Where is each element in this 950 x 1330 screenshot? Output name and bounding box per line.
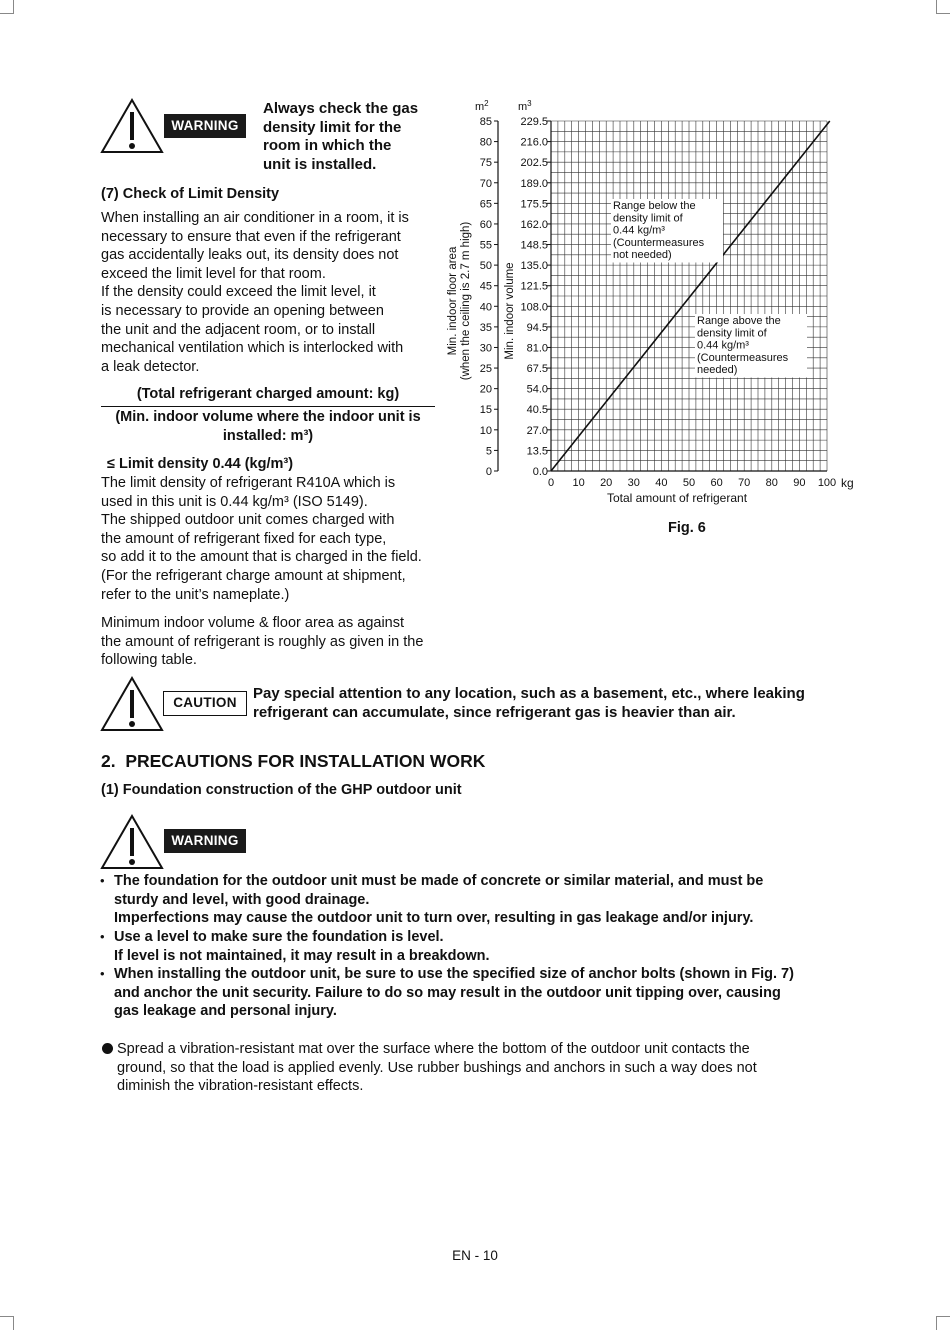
annotation-below-range-line: (Countermeasures <box>613 236 705 249</box>
warning-badge: WARNING <box>164 114 246 138</box>
intro-paragraph: When installing an air conditioner in a room, it is necessary to ensure that even if the refrigerant gas accidentally leaks out, its density does not exceed the limit level for that room. If the density could exceed the limit level, it is necessary to provide an opening between the unit and the adjacent room, or to install mechanical ventilation which is interlocked with a leak detector. <box>101 210 409 375</box>
annotation-above-range-line: Range above the <box>697 315 781 327</box>
x-tick-label: 0 <box>547 477 555 489</box>
y1-tick-label: 15 <box>479 404 492 417</box>
y1-tick-label: 10 <box>479 424 492 437</box>
y1-axis-title: Min. indoor floor area <box>447 246 459 356</box>
x-tick-label: 100 <box>817 477 837 489</box>
y1-tick-label: 60 <box>479 218 492 231</box>
section-2-subheading: (1) Foundation construction of the GHP outdoor unit <box>101 782 462 798</box>
bullet-icon: • <box>100 929 105 944</box>
y2-tick-label: 67.5 <box>526 363 548 376</box>
annotation-below-range-line: not needed) <box>613 249 672 262</box>
y1-tick-label: 70 <box>479 177 492 190</box>
figure-caption: Fig. 6 <box>668 520 706 536</box>
section-heading: (7) Check of Limit Density <box>101 186 280 202</box>
x-tick-label: 20 <box>600 477 613 489</box>
y1-axis-subtitle: (when the ceiling is 2.7 m high) <box>460 221 472 381</box>
y1-tick-label: 50 <box>479 260 492 273</box>
annotation-above-range-line: needed) <box>697 364 738 377</box>
x-tick-label: 30 <box>627 477 640 489</box>
x-tick-label: 40 <box>655 477 668 489</box>
crop-mark <box>936 1316 950 1330</box>
list-item: The foundation for the outdoor unit must be made of concrete or similar material, and must be sturdy and level, with good drainage. Imperfections may cause the outdoor unit to turn over, resulting in gas leakage and/or injury. <box>114 873 764 927</box>
y1-tick-label: 65 <box>479 198 492 211</box>
limit-paragraph: The limit density of refrigerant R410A which is used in this unit is 0.44 kg/m³ (ISO 5149). The shipped outdoor unit comes charged with the amount of refrigerant fixed for each type, so add it to the amount that is charged in the field. (For the refrigerant charge amount at shipment, refer to the unit’s nameplate.) <box>101 475 422 603</box>
warning-text: Always check the gas density limit for the room in which the unit is installed. <box>263 100 419 174</box>
y2-tick-label: 202.5 <box>520 157 548 170</box>
y1-tick-label: 55 <box>479 239 492 252</box>
y2-tick-label: 216.0 <box>520 136 548 149</box>
note-paragraph: Spread a vibration-resistant mat over the surface where the bottom of the outdoor unit contacts the ground, so that the load is applied evenly. Use rubber bushings and anchors in such a way does not diminish the vibration-resistant effects. <box>117 1041 757 1095</box>
y2-tick-label: 0.0 <box>532 466 548 478</box>
annotation-above-range-line: density limit of <box>697 327 767 340</box>
x-tick-label: 60 <box>710 477 723 489</box>
annotation-above-range-line: (Countermeasures <box>697 351 789 364</box>
annotation-below-range-line: Range below the <box>613 200 696 212</box>
y2-tick-label: 13.5 <box>526 445 548 458</box>
note-bullet-icon <box>102 1043 113 1054</box>
section-2-heading: 2. PRECAUTIONS FOR INSTALLATION WORK <box>101 751 486 771</box>
caution-triangle-icon <box>100 676 164 732</box>
y1-tick-label: 40 <box>479 301 492 314</box>
warning-triangle-icon <box>100 814 164 870</box>
y1-tick-label: 75 <box>479 157 492 170</box>
formula-divider <box>101 406 435 407</box>
list-item: Use a level to make sure the foundation is level. If level is not maintained, it may result in a breakdown. <box>114 929 490 964</box>
page-number: EN - 10 <box>452 1248 498 1263</box>
crop-mark <box>936 0 950 14</box>
table-paragraph: Minimum indoor volume & floor area as against the amount of refrigerant is roughly as given in the following table. <box>101 615 424 669</box>
y2-tick-label: 148.5 <box>520 239 548 252</box>
formula-denominator: (Min. indoor volume where the indoor unit is installed: m³) <box>115 409 421 444</box>
density-chart <box>440 96 860 516</box>
y1-tick-label: 5 <box>485 445 492 458</box>
y2-tick-label: 81.0 <box>526 342 548 355</box>
y2-tick-label: 54.0 <box>526 383 548 396</box>
y1-tick-label: 80 <box>479 136 492 149</box>
x-axis-title: Total amount of refrigerant <box>606 491 748 505</box>
bullet-icon: • <box>100 873 105 888</box>
formula-numerator: (Total refrigerant charged amount: kg) <box>136 386 400 402</box>
y2-tick-label: 27.0 <box>526 424 548 437</box>
formula-limit: ≤ Limit density 0.44 (kg/m³) <box>107 456 294 472</box>
x-tick-label: 80 <box>765 477 778 489</box>
y2-axis-title: Min. indoor volume <box>504 262 516 360</box>
crop-mark <box>0 0 14 14</box>
y2-tick-label: 94.5 <box>526 321 548 334</box>
y2-tick-label: 175.5 <box>520 198 548 211</box>
y1-tick-label: 20 <box>479 383 492 396</box>
warning-badge: WARNING <box>164 829 246 853</box>
y2-unit-label: $m^3$ <box>518 99 532 113</box>
x-tick-label: 50 <box>682 477 696 489</box>
list-item: When installing the outdoor unit, be sure to use the specified size of anchor bolts (shown in Fig. 7) and anchor the unit security. Failure to do so may result in the outdoor unit tipping over, causing gas leakage and personal injury. <box>114 966 794 1020</box>
y1-unit-label: $m^2$ <box>475 99 489 113</box>
x-tick-label: 10 <box>572 477 585 489</box>
y1-tick-label: 85 <box>479 116 492 128</box>
y2-tick-label: 162.0 <box>520 218 548 231</box>
y2-tick-label: 189.0 <box>520 177 548 190</box>
y1-tick-label: 25 <box>479 363 492 376</box>
caution-badge: CAUTION <box>163 691 247 716</box>
x-tick-label: 90 <box>793 477 806 489</box>
crop-mark <box>0 1316 14 1330</box>
y2-tick-label: 229.5 <box>520 116 548 128</box>
x-tick-label: 70 <box>738 477 751 489</box>
y2-tick-label: 135.0 <box>520 260 548 273</box>
annotation-below-range-line: 0.44 kg/m³ <box>613 224 665 237</box>
y1-tick-label: 45 <box>479 280 492 293</box>
caution-text: Pay special attention to any location, such as a basement, etc., where leaking refrigerant can accumulate, since refrigerant gas is heavier than air. <box>253 685 805 721</box>
y2-tick-label: 40.5 <box>526 404 548 417</box>
y1-tick-label: 35 <box>479 321 492 334</box>
bullet-icon: • <box>100 966 105 981</box>
warning-triangle-icon <box>100 98 164 154</box>
y1-tick-label: 30 <box>479 342 492 355</box>
y2-tick-label: 121.5 <box>520 280 548 293</box>
annotation-above-range-line: 0.44 kg/m³ <box>697 339 749 352</box>
y1-tick-label: 0 <box>485 466 492 478</box>
y2-tick-label: 108.0 <box>520 301 548 314</box>
annotation-below-range-line: density limit of <box>613 212 683 225</box>
x-unit-label: kg <box>841 476 854 490</box>
